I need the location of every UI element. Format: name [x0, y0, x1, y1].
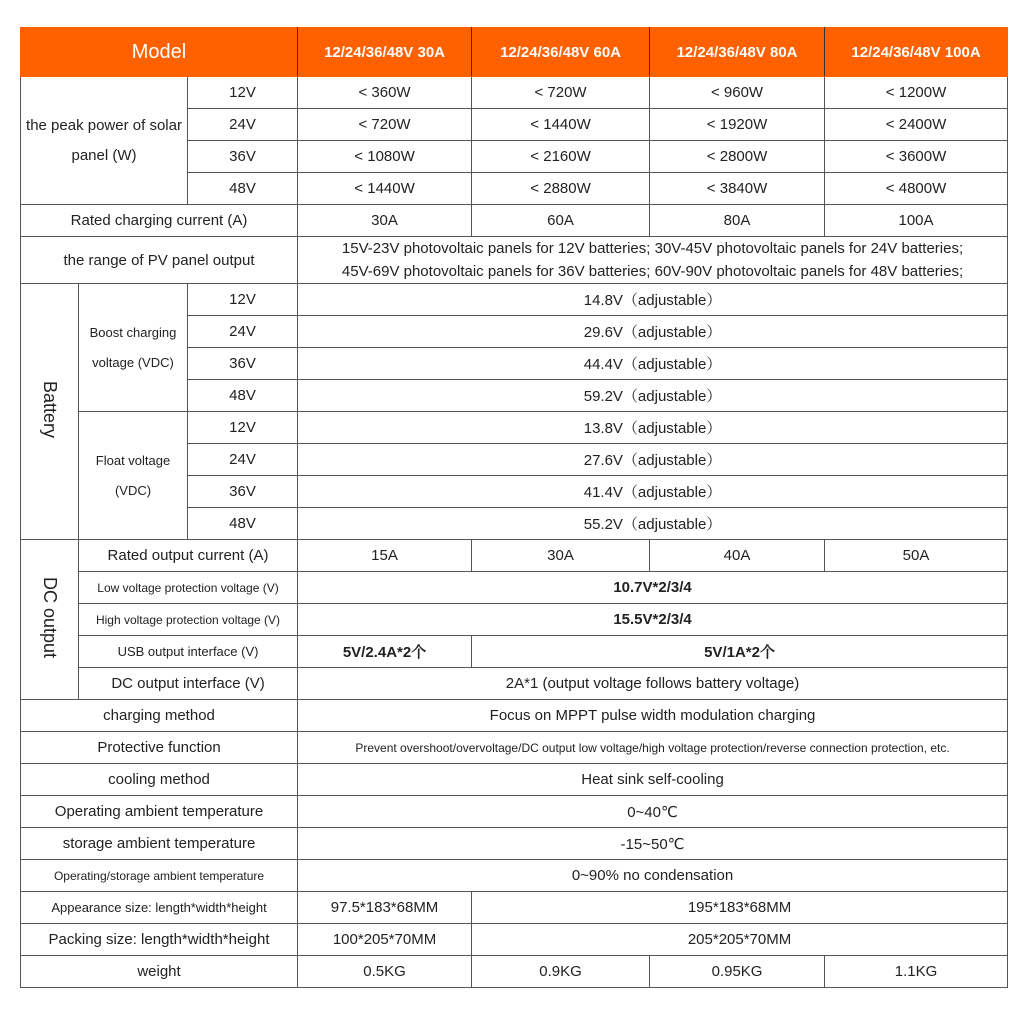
peak-power-value: < 1440W	[472, 109, 650, 141]
protective-function-row	[21, 732, 1008, 764]
peak-power-value: < 2400W	[825, 109, 1008, 141]
rated-output-current-value: 50A	[825, 540, 1008, 572]
appearance-size-value-others: 195*183*68MM	[472, 892, 1008, 924]
float-voltage-label: Float voltage (VDC)	[79, 412, 188, 540]
dc-interface-label: DC output interface (V)	[79, 668, 298, 700]
rated-output-current-label: Rated output current (A)	[79, 540, 298, 572]
packing-size-value-others: 205*205*70MM	[472, 924, 1008, 956]
peak-power-value: < 360W	[298, 77, 472, 109]
voltage-label: 36V	[188, 476, 298, 508]
float-voltage-row	[21, 412, 1008, 444]
model-30a-header: 12/24/36/48V 30A	[298, 28, 472, 77]
operating-temperature-row	[21, 796, 1008, 828]
peak-power-value: < 1200W	[825, 77, 1008, 109]
rated-output-current-value: 40A	[650, 540, 825, 572]
rated-output-current-row	[21, 540, 1008, 572]
packing-size-row	[21, 924, 1008, 956]
float-voltage-value: 27.6V（adjustable）	[298, 444, 1008, 476]
low-voltage-protection-value: 10.7V*2/3/4	[298, 572, 1008, 604]
usb-output-value-others: 5V/1A*2个	[472, 636, 1008, 668]
weight-value: 0.95KG	[650, 956, 825, 988]
voltage-label: 12V	[188, 284, 298, 316]
weight-label: weight	[21, 956, 298, 988]
storage-temperature-label: storage ambient temperature	[21, 828, 298, 860]
pv-range-line-2: 45V-69V photovoltaic panels for 36V batteries; 60V-90V photovoltaic panels for 48V batteries;	[341, 263, 964, 280]
cooling-method-row	[21, 764, 1008, 796]
boost-voltage-value: 14.8V（adjustable）	[298, 284, 1008, 316]
appearance-size-row	[21, 892, 1008, 924]
rated-charging-current-value: 60A	[472, 205, 650, 237]
storage-temperature-row	[21, 828, 1008, 860]
boost-voltage-label: Boost charging voltage (VDC)	[79, 284, 188, 412]
weight-value: 0.9KG	[472, 956, 650, 988]
rated-charging-current-value: 30A	[298, 205, 472, 237]
rated-charging-current-row	[21, 205, 1008, 237]
operating-temperature-value: 0~40℃	[298, 796, 1008, 828]
low-voltage-protection-label: Low voltage protection voltage (V)	[79, 572, 298, 604]
battery-group-text: Battery	[40, 380, 60, 439]
rated-charging-current-label: Rated charging current (A)	[21, 205, 298, 237]
operating-temperature-label: Operating ambient temperature	[21, 796, 298, 828]
weight-value: 1.1KG	[825, 956, 1008, 988]
storage-temperature-value: -15~50℃	[298, 828, 1008, 860]
pv-range-line-1: 15V-23V photovoltaic panels for 12V batteries; 30V-45V photovoltaic panels for 24V batteries;	[341, 240, 964, 257]
peak-power-value: < 720W	[472, 77, 650, 109]
humidity-label: Operating/storage ambient temperature	[21, 860, 298, 892]
boost-voltage-value: 29.6V（adjustable）	[298, 316, 1008, 348]
model-header: Model	[21, 28, 298, 77]
boost-voltage-row	[21, 284, 1008, 316]
protective-function-value: Prevent overshoot/overvoltage/DC output low voltage/high voltage protection/reverse connection protection, etc.	[298, 732, 1008, 764]
voltage-label: 36V	[188, 141, 298, 173]
peak-power-value: < 1920W	[650, 109, 825, 141]
spec-table	[20, 27, 1008, 988]
low-voltage-protection-row	[21, 572, 1008, 604]
rated-charging-current-value: 100A	[825, 205, 1008, 237]
voltage-label: 24V	[188, 109, 298, 141]
usb-output-label: USB output interface (V)	[79, 636, 298, 668]
model-100a-header: 12/24/36/48V 100A	[825, 28, 1008, 77]
rated-output-current-value: 30A	[472, 540, 650, 572]
usb-output-row	[21, 636, 1008, 668]
peak-power-value: < 4800W	[825, 173, 1008, 205]
pv-range-row	[21, 237, 1008, 284]
charging-method-value: Focus on MPPT pulse width modulation charging	[298, 700, 1008, 732]
packing-size-value-30a: 100*205*70MM	[298, 924, 472, 956]
weight-value: 0.5KG	[298, 956, 472, 988]
model-60a-header: 12/24/36/48V 60A	[472, 28, 650, 77]
rated-output-current-value: 15A	[298, 540, 472, 572]
usb-output-value-30a: 5V/2.4A*2个	[298, 636, 472, 668]
pv-range-value	[298, 237, 1008, 284]
high-voltage-protection-row	[21, 604, 1008, 636]
battery-group-label	[21, 284, 79, 540]
charging-method-row	[21, 700, 1008, 732]
peak-power-value: < 2800W	[650, 141, 825, 173]
high-voltage-protection-label: High voltage protection voltage (V)	[79, 604, 298, 636]
peak-power-value: < 1080W	[298, 141, 472, 173]
protective-function-label: Protective function	[21, 732, 298, 764]
peak-power-value: < 960W	[650, 77, 825, 109]
dc-interface-row	[21, 668, 1008, 700]
cooling-method-value: Heat sink self-cooling	[298, 764, 1008, 796]
voltage-label: 36V	[188, 348, 298, 380]
humidity-row	[21, 860, 1008, 892]
peak-power-label: the peak power of solar panel (W)	[21, 77, 188, 205]
peak-power-value: < 1440W	[298, 173, 472, 205]
peak-power-value: < 720W	[298, 109, 472, 141]
pv-range-label: the range of PV panel output	[21, 237, 298, 284]
float-voltage-value: 13.8V（adjustable）	[298, 412, 1008, 444]
peak-power-value: < 3840W	[650, 173, 825, 205]
voltage-label: 12V	[188, 77, 298, 109]
appearance-size-label: Appearance size: length*width*height	[21, 892, 298, 924]
boost-voltage-value: 44.4V（adjustable）	[298, 348, 1008, 380]
header-row	[21, 28, 1008, 77]
peak-power-row	[21, 77, 1008, 109]
peak-power-value: < 2880W	[472, 173, 650, 205]
weight-row	[21, 956, 1008, 988]
peak-power-value: < 2160W	[472, 141, 650, 173]
voltage-label: 48V	[188, 380, 298, 412]
voltage-label: 48V	[188, 508, 298, 540]
appearance-size-value-30a: 97.5*183*68MM	[298, 892, 472, 924]
voltage-label: 24V	[188, 316, 298, 348]
dc-output-group-text: DC output	[40, 576, 60, 659]
charging-method-label: charging method	[21, 700, 298, 732]
voltage-label: 24V	[188, 444, 298, 476]
peak-power-value: < 3600W	[825, 141, 1008, 173]
rated-charging-current-value: 80A	[650, 205, 825, 237]
voltage-label: 12V	[188, 412, 298, 444]
packing-size-label: Packing size: length*width*height	[21, 924, 298, 956]
float-voltage-value: 55.2V（adjustable）	[298, 508, 1008, 540]
model-80a-header: 12/24/36/48V 80A	[650, 28, 825, 77]
boost-voltage-value: 59.2V（adjustable）	[298, 380, 1008, 412]
cooling-method-label: cooling method	[21, 764, 298, 796]
voltage-label: 48V	[188, 173, 298, 205]
float-voltage-value: 41.4V（adjustable）	[298, 476, 1008, 508]
dc-interface-value: 2A*1 (output voltage follows battery voltage)	[298, 668, 1008, 700]
high-voltage-protection-value: 15.5V*2/3/4	[298, 604, 1008, 636]
humidity-value: 0~90% no condensation	[298, 860, 1008, 892]
dc-output-group-label	[21, 540, 79, 700]
